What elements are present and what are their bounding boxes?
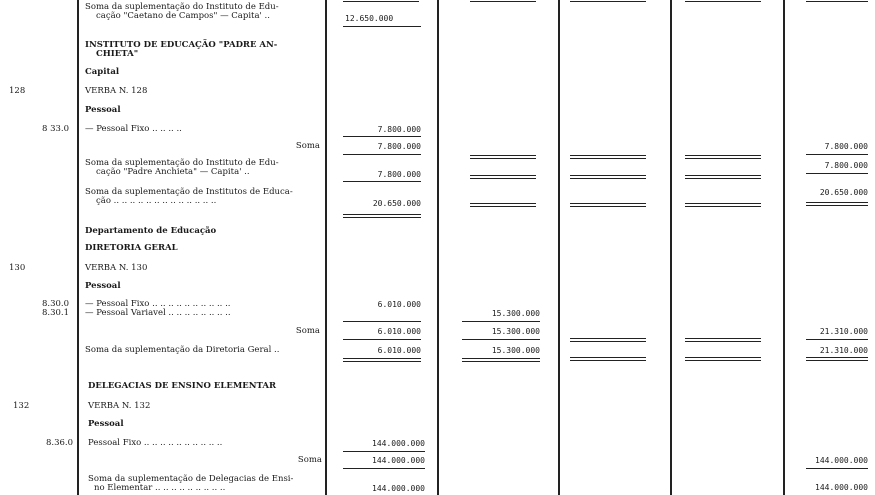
column-rule (77, 0, 79, 495)
column-rule (558, 0, 560, 495)
amount: 7.800.000 (377, 142, 421, 151)
subheading: Pessoal (85, 105, 121, 115)
rule (343, 468, 425, 469)
rule (570, 203, 646, 207)
row-text: Soma da suplementação do Instituto de Edu- (85, 2, 279, 12)
rule (685, 1, 761, 2)
row-text: — Pessoal Fixo .. .. .. .. .. .. .. .. .. .. (85, 299, 231, 309)
rule (470, 175, 536, 179)
rule (570, 175, 646, 179)
rule (343, 451, 425, 452)
soma-label: Soma (295, 326, 320, 336)
amount-total: 20.650.000 (819, 188, 868, 197)
amount: 15.300.000 (491, 346, 540, 355)
rule (462, 339, 540, 340)
rule (806, 357, 868, 361)
rule (806, 339, 868, 340)
rule (806, 154, 868, 155)
rule (470, 203, 536, 207)
amount: 144.000.000 (372, 484, 425, 493)
code: 8 33.0 (42, 124, 70, 134)
rule (570, 155, 646, 159)
amount: 144.000.000 (372, 456, 425, 465)
rule (343, 154, 421, 155)
rule (462, 321, 540, 322)
rule (470, 155, 536, 159)
code: 8.30.0 (42, 299, 70, 309)
code: 8.30.1 (42, 308, 70, 318)
column-rule (783, 0, 785, 495)
column-rule (325, 0, 327, 495)
subheading: Capital (85, 67, 120, 77)
section-heading: Departamento de Educação (85, 226, 217, 236)
rule (685, 175, 761, 179)
rule (343, 136, 421, 137)
row-text: ção .. .. .. .. .. .. .. .. .. .. .. .. .. (96, 196, 217, 206)
amount-total: 21.310.000 (819, 327, 868, 336)
rule (570, 357, 646, 361)
section-heading: DELEGACIAS DE ENSINO ELEMENTAR (88, 381, 277, 391)
row-text: cação "Padre Anchieta" — Capita' .. (96, 167, 250, 177)
code: 8.36.0 (46, 438, 74, 448)
rule (343, 321, 421, 322)
rule (343, 358, 421, 362)
amount: 6.010.000 (377, 346, 421, 355)
row-text: Pessoal Fixo .. .. .. .. .. .. .. .. .. .. (88, 438, 223, 448)
verba-label: VERBA N. 130 (85, 263, 148, 273)
subheading: Pessoal (88, 419, 124, 429)
verba-label: VERBA N. 128 (85, 86, 148, 96)
amount: 7.800.000 (377, 170, 421, 179)
rule (343, 339, 421, 340)
verba-number: 130 (9, 263, 26, 273)
amount-total: 144.000.000 (815, 483, 868, 492)
amount: 20.650.000 (372, 199, 421, 208)
amount: 15.300.000 (491, 309, 540, 318)
amount: 7.800.000 (377, 125, 421, 134)
rule (806, 202, 868, 206)
section-heading: CHIETA" (96, 49, 139, 59)
rule (343, 1, 419, 2)
row-text: — Pessoal Variavel .. .. .. .. .. .. .. .. (85, 308, 231, 318)
rule (470, 1, 536, 2)
rule (570, 338, 646, 342)
row-text: no Elementar .. .. .. .. .. .. .. .. .. (94, 483, 226, 493)
soma-label: Soma (295, 141, 320, 151)
rule (685, 338, 761, 342)
row-text: Soma da suplementação de Delegacias de Ensi- (88, 474, 294, 484)
rule (806, 173, 868, 174)
amount-total: 144.000.000 (815, 456, 868, 465)
subheading: Pessoal (85, 281, 121, 291)
row-text: Soma da suplementação do Instituto de Edu- (85, 158, 279, 168)
rule (806, 1, 868, 2)
rule (343, 214, 421, 218)
rule (685, 155, 761, 159)
verba-label: VERBA N. 132 (88, 401, 151, 411)
rule (343, 181, 421, 182)
row-text: Soma da suplementação de Institutos de Educa- (85, 187, 293, 197)
rule (570, 1, 646, 2)
verba-number: 128 (9, 86, 26, 96)
amount: 12.650.000 (345, 14, 394, 23)
section-heading: INSTITUTO DE EDUCAÇÃO "PADRE AN- (85, 40, 278, 50)
amount-total: 7.800.000 (824, 142, 868, 151)
rule (685, 357, 761, 361)
amount: 15.300.000 (491, 327, 540, 336)
verba-number: 132 (13, 401, 30, 411)
amount-total: 7.800.000 (824, 161, 868, 170)
section-heading: DIRETORIA GERAL (85, 243, 178, 253)
soma-label: Soma (297, 455, 322, 465)
rule (806, 468, 868, 469)
row-text: cação "Caetano de Campos" — Capita' .. (96, 11, 270, 21)
row-text: Soma da suplementação da Diretoria Geral .. (85, 345, 280, 355)
rule (462, 358, 540, 362)
amount: 6.010.000 (377, 300, 421, 309)
amount-total: 21.310.000 (819, 346, 868, 355)
amount: 144.000.000 (372, 439, 425, 448)
rule (343, 26, 421, 27)
rule (685, 203, 761, 207)
row-text: — Pessoal Fixo .. .. .. .. (85, 124, 182, 134)
column-rule (670, 0, 672, 495)
amount: 6.010.000 (377, 327, 421, 336)
column-rule (437, 0, 439, 495)
